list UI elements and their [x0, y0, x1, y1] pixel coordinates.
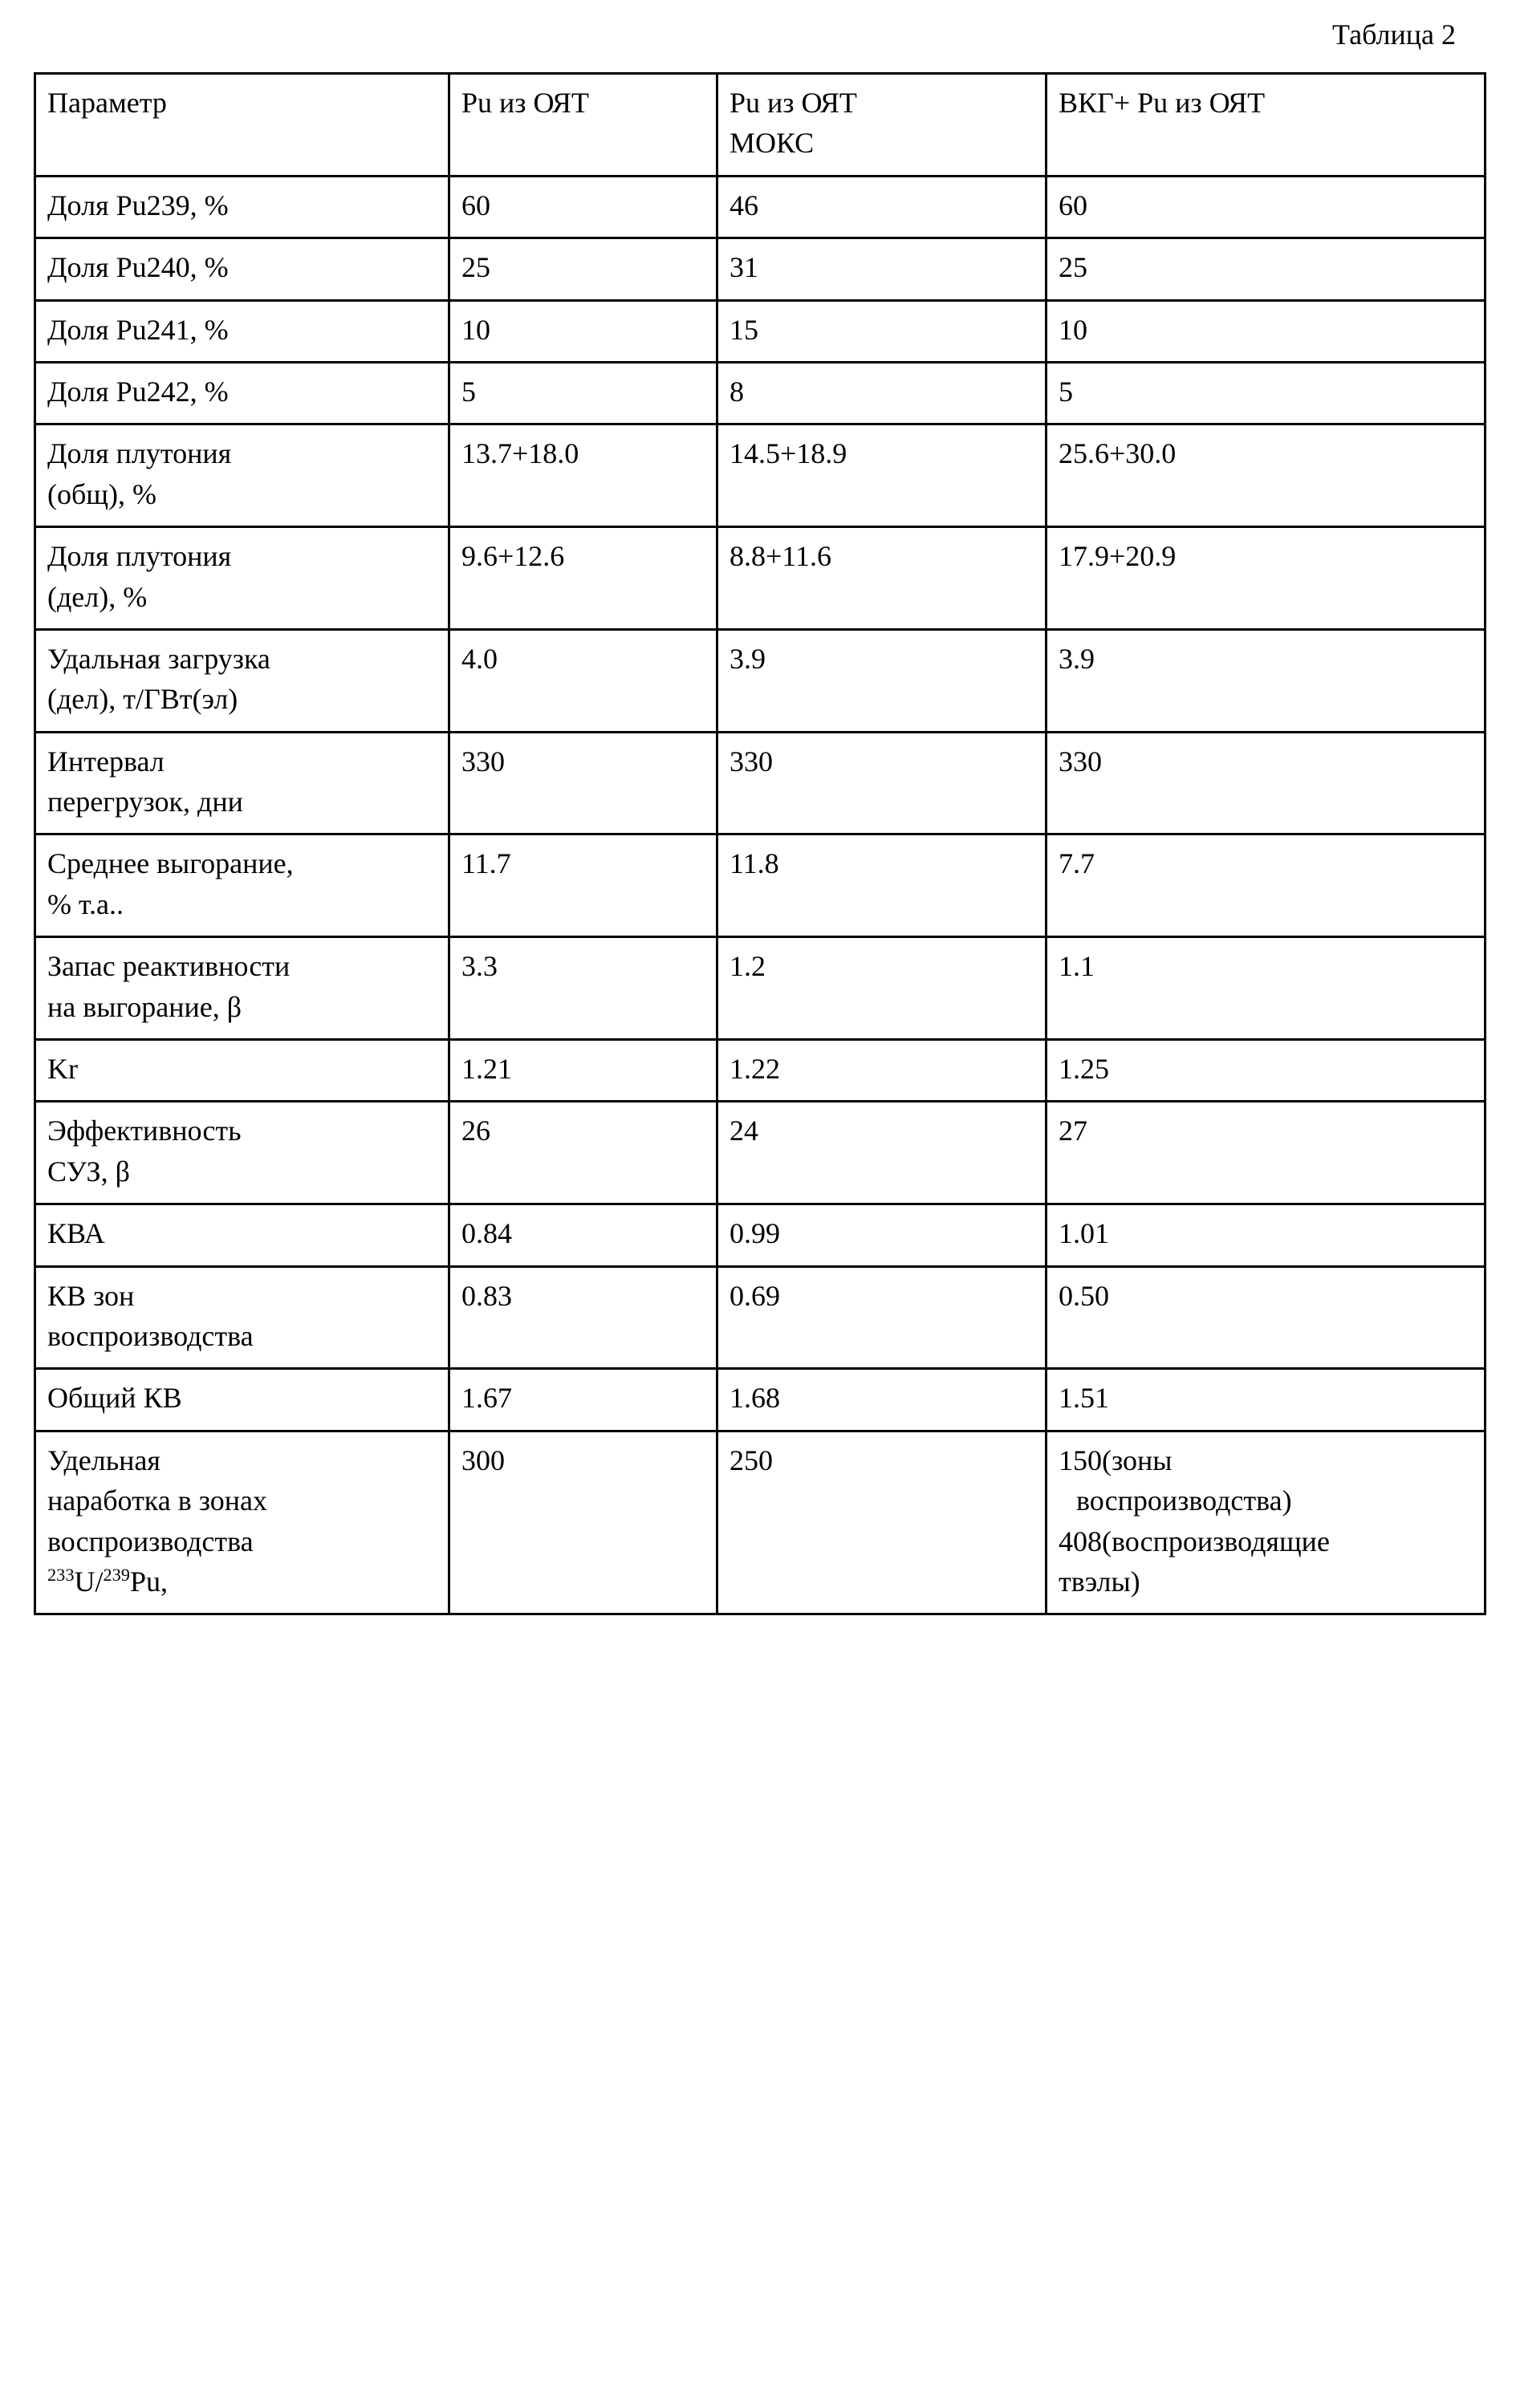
- parameters-table: [34, 72, 1486, 1615]
- cell-parameter: [35, 1369, 449, 1431]
- text-line: 14.5+18.9: [730, 437, 847, 470]
- cell-lines: [730, 639, 1035, 679]
- text-line: 31: [730, 251, 758, 284]
- cell-lines: [1059, 1111, 1474, 1151]
- text-line: 4.0: [461, 642, 498, 675]
- text-line: 7.7: [1059, 847, 1095, 880]
- cell-lines: [730, 1440, 1035, 1480]
- cell-lines: [1059, 247, 1474, 287]
- text-line: воспроизводства): [1076, 1484, 1292, 1517]
- text-line: 1.22: [730, 1053, 780, 1086]
- text-line: 25: [461, 251, 490, 284]
- text-line: 8.8+11.6: [730, 540, 831, 573]
- text-line: КВА: [47, 1217, 105, 1250]
- cell-lines: [730, 843, 1035, 883]
- text-line: 24: [730, 1115, 758, 1147]
- text-line: 0.83: [461, 1279, 512, 1312]
- text-line: 60: [461, 189, 490, 221]
- cell-pu-oyat-moks: [717, 1040, 1047, 1102]
- table-header-pu-oyat-moks: [717, 74, 1047, 177]
- text-line: 408(воспроизводящие: [1059, 1525, 1330, 1557]
- cell-vkg-pu-oyat: [1047, 732, 1486, 834]
- cell-lines: [461, 843, 706, 883]
- cell-parameter: [35, 527, 449, 630]
- table-row: [35, 1204, 1486, 1266]
- cell-lines: [47, 843, 438, 924]
- cell-lines: [1059, 1440, 1474, 1602]
- cell-lines: [461, 247, 706, 287]
- cell-lines: [461, 1276, 706, 1316]
- cell-lines: [461, 1111, 706, 1151]
- text-line: 150(зоны: [1059, 1444, 1173, 1476]
- text-line: 46: [730, 189, 758, 221]
- text-line: $^{233}$U/$^{239}$Pu,: [47, 1564, 168, 1598]
- cell-lines: [47, 1049, 438, 1089]
- cell-pu-oyat-moks: [717, 176, 1047, 238]
- text-line: 1.68: [730, 1382, 780, 1415]
- table-header-vkg-pu-oyat: [1047, 74, 1486, 177]
- cell-parameter: [35, 732, 449, 834]
- header-cell-1-lines: [461, 83, 706, 123]
- cell-lines: [461, 1378, 706, 1418]
- text-line: 0.69: [730, 1279, 780, 1312]
- cell-pu-oyat-moks: [717, 1266, 1047, 1369]
- cell-pu-oyat: [449, 176, 717, 238]
- cell-pu-oyat-moks: [717, 1431, 1047, 1614]
- cell-parameter: [35, 1204, 449, 1266]
- cell-lines: [1059, 185, 1474, 225]
- cell-pu-oyat: [449, 424, 717, 527]
- cell-lines: [1059, 1276, 1474, 1316]
- cell-vkg-pu-oyat: [1047, 1369, 1486, 1431]
- text-line: Pu из ОЯТ: [730, 87, 857, 119]
- cell-lines: [461, 536, 706, 576]
- text-line: воспроизводства: [47, 1319, 254, 1352]
- cell-lines: [47, 946, 438, 1027]
- text-line: Доля плутония: [47, 540, 232, 573]
- cell-lines: [47, 1111, 438, 1192]
- cell-lines: [47, 741, 438, 822]
- text-line: 27: [1059, 1115, 1087, 1147]
- cell-lines: [47, 1378, 438, 1418]
- header-cell-0-lines: [47, 83, 438, 123]
- text-line: Доля Pu241, %: [47, 313, 229, 346]
- table-row: [35, 1040, 1486, 1102]
- cell-lines: [461, 372, 706, 412]
- text-line: 0.50: [1059, 1279, 1109, 1312]
- cell-vkg-pu-oyat: [1047, 362, 1486, 424]
- table-row: [35, 1102, 1486, 1204]
- header-cell-2-lines: [730, 83, 1035, 164]
- cell-lines: [1059, 843, 1474, 883]
- text-line: 8: [730, 375, 744, 408]
- text-line: 26: [461, 1115, 490, 1147]
- cell-lines: [47, 247, 438, 287]
- cell-pu-oyat-moks: [717, 1204, 1047, 1266]
- text-line: 1.2: [730, 950, 766, 983]
- cell-parameter: [35, 629, 449, 732]
- table-row: [35, 238, 1486, 300]
- cell-pu-oyat-moks: [717, 362, 1047, 424]
- cell-lines: [47, 310, 438, 350]
- cell-lines: [47, 1213, 438, 1253]
- cell-lines: [461, 185, 706, 225]
- cell-lines: [461, 946, 706, 986]
- text-line: Удальная загрузка: [47, 642, 270, 675]
- cell-lines: [1059, 310, 1474, 350]
- cell-parameter: [35, 362, 449, 424]
- table-row: [35, 362, 1486, 424]
- text-line: 330: [461, 745, 505, 778]
- cell-parameter: [35, 1040, 449, 1102]
- cell-pu-oyat-moks: [717, 834, 1047, 937]
- text-line: Доля плутония: [47, 437, 232, 470]
- text-line: перегрузок, дни: [47, 786, 243, 818]
- cell-lines: [1059, 1049, 1474, 1089]
- text-line: 60: [1059, 189, 1087, 221]
- cell-vkg-pu-oyat: [1047, 527, 1486, 630]
- cell-pu-oyat: [449, 1266, 717, 1369]
- table-row: [35, 527, 1486, 630]
- text-line: 5: [461, 375, 476, 408]
- text-line: 1.51: [1059, 1382, 1109, 1415]
- text-line: (дел), %: [47, 580, 148, 613]
- table-header-row: [35, 74, 1486, 177]
- text-line: 330: [730, 745, 773, 778]
- cell-parameter: [35, 937, 449, 1040]
- text-line: 1.25: [1059, 1053, 1109, 1086]
- cell-lines: [730, 1276, 1035, 1316]
- cell-pu-oyat-moks: [717, 424, 1047, 527]
- text-line: 1.21: [461, 1053, 512, 1086]
- cell-pu-oyat-moks: [717, 300, 1047, 362]
- table-row: [35, 1266, 1486, 1369]
- table-body: [35, 176, 1486, 1614]
- cell-lines: [461, 433, 706, 473]
- text-line: 11.8: [730, 847, 779, 880]
- cell-lines: [461, 310, 706, 350]
- text-line: 11.7: [461, 847, 511, 880]
- cell-lines: [730, 1049, 1035, 1089]
- cell-vkg-pu-oyat: [1047, 424, 1486, 527]
- cell-vkg-pu-oyat: [1047, 937, 1486, 1040]
- cell-pu-oyat: [449, 1431, 717, 1614]
- table-row: [35, 834, 1486, 937]
- cell-lines: [47, 1276, 438, 1357]
- cell-pu-oyat-moks: [717, 1102, 1047, 1204]
- cell-pu-oyat: [449, 300, 717, 362]
- table-row: [35, 937, 1486, 1040]
- cell-lines: [47, 1440, 438, 1602]
- text-line: (дел), т/ГВт(эл): [47, 683, 238, 716]
- text-line: 1.01: [1059, 1217, 1109, 1250]
- cell-pu-oyat-moks: [717, 1369, 1047, 1431]
- cell-parameter: [35, 834, 449, 937]
- text-line: 5: [1059, 375, 1073, 408]
- cell-lines: [1059, 741, 1474, 782]
- text-line: 10: [461, 313, 490, 346]
- text-line: (общ), %: [47, 477, 157, 510]
- cell-lines: [1059, 372, 1474, 412]
- text-line: 17.9+20.9: [1059, 540, 1177, 573]
- text-line: % т.а..: [47, 887, 124, 920]
- cell-pu-oyat-moks: [717, 937, 1047, 1040]
- text-line: наработка в зонах: [47, 1484, 267, 1517]
- cell-lines: [1059, 946, 1474, 986]
- cell-pu-oyat: [449, 732, 717, 834]
- header-cell-3-lines: [1059, 83, 1474, 123]
- cell-pu-oyat: [449, 1040, 717, 1102]
- text-line: 0.84: [461, 1217, 512, 1250]
- text-line: 9.6+12.6: [461, 540, 565, 573]
- cell-parameter: [35, 1102, 449, 1204]
- table-row: [35, 1431, 1486, 1614]
- text-line: 25: [1059, 251, 1087, 284]
- cell-lines: [730, 1213, 1035, 1253]
- text-line: 1.1: [1059, 950, 1095, 983]
- text-line: 330: [1059, 745, 1102, 778]
- text-line: Pu из ОЯТ: [461, 87, 589, 119]
- cell-parameter: [35, 1266, 449, 1369]
- cell-lines: [47, 639, 438, 720]
- text-line: Запас реактивности: [47, 950, 291, 983]
- text-line: Доля Pu240, %: [47, 251, 229, 284]
- cell-lines: [1059, 639, 1474, 679]
- cell-pu-oyat-moks: [717, 527, 1047, 630]
- cell-lines: [1059, 433, 1474, 473]
- cell-lines: [1059, 1213, 1474, 1253]
- cell-lines: [47, 185, 438, 225]
- cell-parameter: [35, 1431, 449, 1614]
- cell-pu-oyat: [449, 937, 717, 1040]
- text-line: 0.99: [730, 1217, 780, 1250]
- cell-vkg-pu-oyat: [1047, 1431, 1486, 1614]
- cell-vkg-pu-oyat: [1047, 1266, 1486, 1369]
- cell-vkg-pu-oyat: [1047, 1204, 1486, 1266]
- text-line: 10: [1059, 313, 1087, 346]
- cell-lines: [461, 1049, 706, 1089]
- text-line: воспроизводства: [47, 1525, 254, 1557]
- cell-lines: [730, 1378, 1035, 1418]
- cell-lines: [730, 372, 1035, 412]
- text-line: твэлы): [1059, 1565, 1140, 1598]
- table-row: [35, 732, 1486, 834]
- cell-pu-oyat: [449, 1102, 717, 1204]
- text-line: СУЗ, β: [47, 1155, 130, 1188]
- table-header-parameter: [35, 74, 449, 177]
- text-line: 3.9: [1059, 642, 1095, 675]
- text-line: Kr: [47, 1053, 78, 1086]
- cell-pu-oyat: [449, 527, 717, 630]
- text-line: 3.3: [461, 950, 498, 983]
- text-line: 25.6+30.0: [1059, 437, 1177, 470]
- cell-lines: [730, 310, 1035, 350]
- cell-lines: [461, 741, 706, 782]
- cell-parameter: [35, 238, 449, 300]
- cell-pu-oyat: [449, 1204, 717, 1266]
- text-line: МОКС: [730, 127, 815, 160]
- text-line: на выгорание, β: [47, 990, 242, 1023]
- text-line: Удельная: [47, 1444, 161, 1476]
- cell-lines: [730, 247, 1035, 287]
- text-line: Общий КВ: [47, 1382, 182, 1415]
- text-line: Среднее выгорание,: [47, 847, 294, 880]
- cell-lines: [47, 433, 438, 514]
- cell-vkg-pu-oyat: [1047, 176, 1486, 238]
- cell-lines: [730, 185, 1035, 225]
- cell-vkg-pu-oyat: [1047, 1040, 1486, 1102]
- table-caption: Таблица 2: [1332, 18, 1456, 51]
- text-line: Параметр: [47, 87, 167, 119]
- text-line: Интервал: [47, 745, 165, 778]
- text-line: 3.9: [730, 642, 766, 675]
- table-header-pu-oyat: [449, 74, 717, 177]
- cell-lines: [730, 536, 1035, 576]
- cell-lines: [730, 741, 1035, 782]
- cell-pu-oyat: [449, 834, 717, 937]
- cell-vkg-pu-oyat: [1047, 238, 1486, 300]
- table-row: [35, 176, 1486, 238]
- cell-pu-oyat: [449, 362, 717, 424]
- cell-pu-oyat-moks: [717, 238, 1047, 300]
- table-row: [35, 1369, 1486, 1431]
- text-line: ВКГ+ Pu из ОЯТ: [1059, 87, 1266, 119]
- cell-lines: [1059, 536, 1474, 576]
- cell-lines: [730, 433, 1035, 473]
- cell-lines: [1059, 1378, 1474, 1418]
- text-line: КВ зон: [47, 1279, 135, 1312]
- cell-pu-oyat-moks: [717, 732, 1047, 834]
- cell-lines: [461, 639, 706, 679]
- cell-parameter: [35, 300, 449, 362]
- cell-pu-oyat: [449, 238, 717, 300]
- cell-parameter: [35, 176, 449, 238]
- cell-lines: [47, 372, 438, 412]
- cell-pu-oyat: [449, 629, 717, 732]
- table-row: [35, 424, 1486, 527]
- cell-parameter: [35, 424, 449, 527]
- cell-lines: [730, 1111, 1035, 1151]
- cell-lines: [461, 1440, 706, 1480]
- text-line: Доля Pu242, %: [47, 375, 229, 408]
- text-line: 300: [461, 1444, 505, 1476]
- cell-vkg-pu-oyat: [1047, 300, 1486, 362]
- cell-pu-oyat: [449, 1369, 717, 1431]
- cell-lines: [47, 536, 438, 617]
- text-line: 250: [730, 1444, 773, 1476]
- cell-pu-oyat-moks: [717, 629, 1047, 732]
- table-row: [35, 300, 1486, 362]
- text-line: 15: [730, 313, 758, 346]
- text-line: Эффективность: [47, 1115, 242, 1147]
- cell-vkg-pu-oyat: [1047, 629, 1486, 732]
- text-line: 13.7+18.0: [461, 437, 579, 470]
- table-row: [35, 629, 1486, 732]
- cell-lines: [461, 1213, 706, 1253]
- text-line: 1.67: [461, 1382, 512, 1415]
- text-line: Доля Pu239, %: [47, 189, 229, 221]
- cell-vkg-pu-oyat: [1047, 834, 1486, 937]
- cell-lines: [730, 946, 1035, 986]
- cell-vkg-pu-oyat: [1047, 1102, 1486, 1204]
